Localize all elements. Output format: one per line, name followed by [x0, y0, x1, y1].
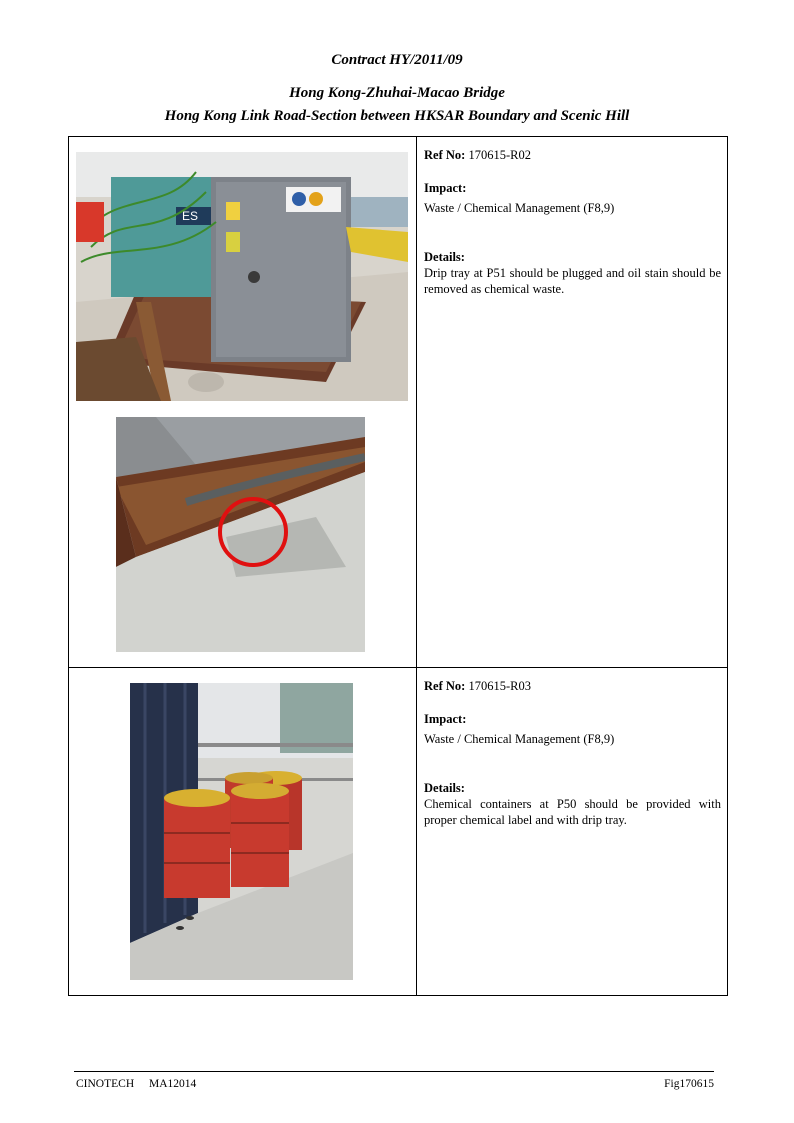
ref-label: Ref No:: [424, 148, 466, 162]
drip-tray-photo: [116, 417, 365, 652]
ref-value: 170615-R03: [468, 679, 531, 693]
footer-company: CINOTECH: [76, 1078, 135, 1090]
impact-value: Waste / Chemical Management (F8,9): [424, 201, 615, 215]
footer-rule: [74, 1071, 714, 1072]
observation-table: [68, 136, 728, 996]
project-title: Hong Kong-Zhuhai-Macao Bridge: [289, 85, 505, 101]
generator-brand-text: ES: [182, 209, 199, 223]
details-value: Chemical containers at P50 should be provided with proper chemical label and with drip tray.: [424, 797, 721, 827]
record-text-2: [424, 678, 721, 828]
footer-figure: Fig170615: [664, 1078, 714, 1090]
table-row: [69, 137, 727, 668]
footer-doc-code: MA12014: [149, 1078, 197, 1090]
generator-photo: [76, 152, 408, 401]
impact-value: Waste / Chemical Management (F8,9): [424, 732, 615, 746]
details-label: Details:: [424, 781, 465, 795]
impact-label: Impact:: [424, 712, 467, 726]
section-title: Hong Kong Link Road-Section between HKSAR Boundary and Scenic Hill: [164, 108, 630, 124]
record-text-1: [424, 147, 721, 297]
details-label: Details:: [424, 250, 465, 264]
impact-label: Impact:: [424, 181, 467, 195]
ref-label: Ref No:: [424, 679, 466, 693]
details-value: Drip tray at P51 should be plugged and oil stain should be removed as chemical waste.: [424, 266, 721, 296]
ref-value: 170615-R02: [468, 148, 531, 162]
contract-title: Contract HY/2011/09: [331, 52, 463, 68]
footer-left: [76, 1078, 196, 1090]
chemical-drums-photo: [130, 683, 353, 980]
